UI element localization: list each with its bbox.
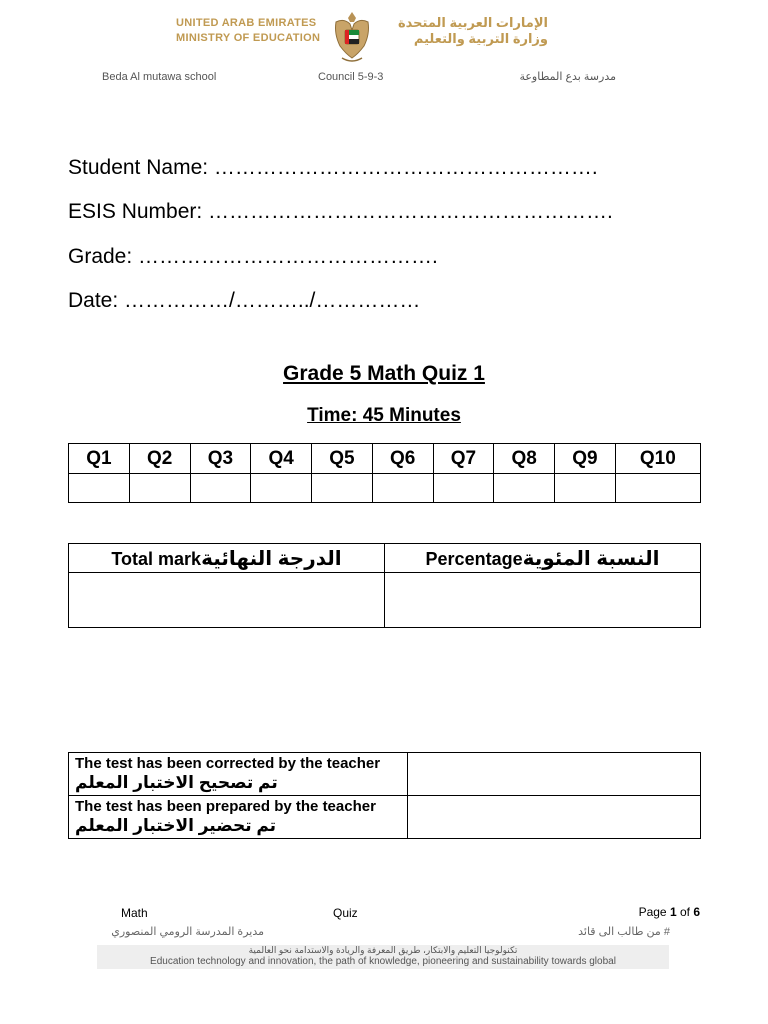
q4-score-cell: [251, 474, 312, 503]
footer-banner: [97, 945, 669, 969]
footer-slogan-ar: # من طالب الى قائد: [578, 926, 670, 938]
ministry-en-line2: MINISTRY OF EDUCATION: [176, 32, 321, 44]
ministry-ar-line2: وزارة التربية والتعليم: [413, 31, 548, 46]
q2-score-cell: [129, 474, 190, 503]
prepared-label-en: The test has been prepared by the teacher: [75, 798, 376, 815]
marks-value-row: [69, 573, 701, 628]
q2-header: Q2: [129, 444, 190, 474]
percentage-header: [385, 544, 701, 573]
date-field: Date: ……………/………../……………: [68, 289, 421, 312]
ministry-ar-line1: الإمارات العربية المتحدة: [397, 15, 548, 30]
footer-principal-ar: مديرة المدرسة الرومي المنصوري: [111, 926, 264, 938]
prepared-label-cell: [69, 796, 408, 839]
council-label: Council 5-9-3: [318, 71, 384, 83]
q5-score-cell: [312, 474, 373, 503]
ministry-en-line1: UNITED ARAB EMIRATES: [176, 17, 317, 29]
questions-score-table: [68, 443, 701, 503]
esis-number-field: ESIS Number: ………………………………………………….: [68, 200, 613, 223]
ministry-name-ar: [380, 15, 548, 47]
total-mark-ar: الدرجة النهائية: [201, 547, 342, 570]
q8-score-cell: [494, 474, 555, 503]
q3-header: Q3: [190, 444, 251, 474]
q9-header: Q9: [555, 444, 616, 474]
corrected-signature-cell: [408, 753, 701, 796]
grade-field: Grade: …………………………………….: [68, 245, 438, 268]
prepared-signature-cell: [408, 796, 701, 839]
school-name-en: Beda Al mutawa school: [102, 71, 217, 83]
page-prefix: Page: [638, 905, 670, 919]
q4-header: Q4: [251, 444, 312, 474]
q6-header: Q6: [372, 444, 433, 474]
page-of: of: [676, 905, 694, 919]
prepared-label-ar: تم تحضير الاختبار المعلم: [75, 816, 277, 835]
q10-score-cell: [615, 474, 700, 503]
questions-score-row: [69, 474, 701, 503]
q3-score-cell: [190, 474, 251, 503]
q9-score-cell: [555, 474, 616, 503]
corrected-label-ar: تم تصحيح الاختبار المعلم: [75, 773, 278, 792]
quiz-title: Grade 5 Math Quiz 1: [283, 362, 485, 385]
marks-header-row: [69, 544, 701, 573]
marks-table: [68, 543, 701, 628]
footer-page-number: [600, 905, 700, 919]
prepared-row: [69, 796, 701, 839]
corrected-label-en: The test has been corrected by the teacher: [75, 755, 381, 772]
uae-emblem-logo: [330, 8, 374, 66]
footer-type: Quiz: [333, 906, 358, 920]
ministry-name-en: [176, 16, 320, 46]
q6-score-cell: [372, 474, 433, 503]
page-current: 1: [669, 905, 677, 919]
total-mark-en: Total mark: [111, 548, 202, 569]
quiz-time: Time: 45 Minutes: [307, 405, 461, 426]
q7-header: Q7: [433, 444, 494, 474]
footer-banner-ar: تكنولوجيا التعليم والابتكار، طريق المعرفة والريادة والاستدامة نحو العالمية: [248, 945, 518, 955]
footer-subject: Math: [121, 906, 148, 920]
q8-header: Q8: [494, 444, 555, 474]
q10-header: Q10: [615, 444, 700, 474]
school-name-ar: مدرسة بدع المطاوعة: [519, 71, 616, 83]
q1-header: Q1: [69, 444, 130, 474]
ministry-header: [0, 8, 768, 68]
percentage-cell: [385, 573, 701, 628]
corrected-label-cell: [69, 753, 408, 796]
page-total: 6: [693, 905, 700, 919]
q7-score-cell: [433, 474, 494, 503]
questions-header-row: [69, 444, 701, 474]
corrected-row: [69, 753, 701, 796]
q1-score-cell: [69, 474, 130, 503]
footer-banner-en: Education technology and innovation, the path of knowledge, pioneering and sustainability towards global: [150, 956, 616, 967]
q5-header: Q5: [312, 444, 373, 474]
percentage-en: Percentage: [425, 548, 523, 569]
total-mark-cell: [69, 573, 385, 628]
total-mark-header: [69, 544, 385, 573]
percentage-ar: النسبة المئوية: [522, 547, 660, 570]
teacher-signoff-table: [68, 752, 701, 839]
student-name-field: Student Name: ……………………………………………….: [68, 156, 598, 179]
